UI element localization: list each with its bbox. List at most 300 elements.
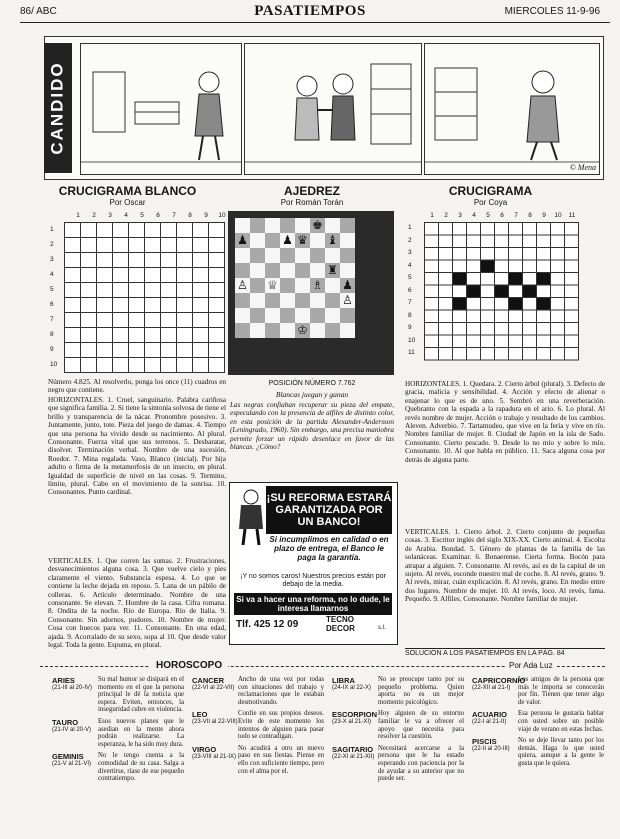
chess-square[interactable]: ♔ [295,323,310,338]
chess-square[interactable] [325,218,340,233]
crossword-cell[interactable] [481,248,495,261]
sign-forecast: Confie en sus propios deseos. Evite de este momento los intentos de alguien para pasar todo se contradigan. [238,710,324,741]
crossword-cell[interactable] [161,253,177,268]
crossword-cell[interactable] [161,223,177,238]
crossword-cell[interactable] [129,298,145,313]
crossword-cell[interactable] [495,310,509,323]
chess-square[interactable] [310,248,325,263]
crossword-cell[interactable] [113,298,129,313]
chess-square[interactable] [340,218,355,233]
chess-square[interactable] [250,263,265,278]
crossword-cell[interactable] [439,273,453,286]
crossword-cell[interactable] [439,248,453,261]
crossword-cell[interactable] [113,343,129,358]
crossword-cell[interactable] [565,323,579,336]
ad-phone[interactable]: Tlf. 425 12 09 [236,619,299,630]
crossword-cell[interactable] [565,223,579,236]
crossword-cell[interactable] [453,223,467,236]
crossword-cell[interactable] [193,298,209,313]
crossword-cell[interactable] [65,253,81,268]
chess-square[interactable] [250,323,265,338]
crossword-cell[interactable] [177,343,193,358]
crossword-cell[interactable] [177,283,193,298]
crossword-cell[interactable] [439,335,453,348]
crossword-cell[interactable] [565,298,579,311]
crossword-cell[interactable] [113,283,129,298]
crossword-cell[interactable] [113,238,129,253]
chess-square[interactable] [250,218,265,233]
crossword-cell[interactable] [81,268,97,283]
crossword-cell[interactable] [565,248,579,261]
chess-square[interactable] [250,233,265,248]
crossword-cell[interactable] [453,323,467,336]
crossword-cell[interactable] [453,273,467,286]
crossword-cell[interactable] [193,238,209,253]
chess-square[interactable] [340,233,355,248]
crossword-cell[interactable] [565,348,579,361]
crucigrama-blanco-horizontales: HORIZONTALES. 1. Cruel, sanguinario. Palabra cariñosa que significa familia. 2. Si tiene la sintonía solvosa de tiene el brillo y transparencia de la nácar. Pronombre posesivo. 3. Juntamente, junto, tote. Pieza del juego de damas. 4. Tiempo que una persona ha vivido desde su nacimiento. Al plural. Consonante. Fuerza vital que sus terrenos. 5. Desbaratar, disolver. Terminación verbal. Nombre de una sucesión, Roedor. 7. Mina regalada. Vaso, Blanco (inicial). Por hija adulto o firma de la metamorfosis de un insecto, en plural. Igualdad de superficie de nivel en las cosas. 9. Termino, límite, plural. Cabo en el movimiento de la sonrisa. 10. Consonantes. Punto cardinal. [48,396,226,497]
crossword-cell[interactable] [161,328,177,343]
chess-square[interactable] [250,308,265,323]
crossword-cell[interactable] [481,348,495,361]
crossword-cell[interactable] [65,223,81,238]
crossword-cell[interactable] [537,348,551,361]
crossword-cell[interactable] [425,285,439,298]
crossword-cell[interactable] [537,335,551,348]
crossword-cell[interactable] [537,235,551,248]
crossword-cell[interactable] [161,298,177,313]
chess-square[interactable] [250,278,265,293]
crossword-cell[interactable] [467,323,481,336]
chess-square[interactable] [280,293,295,308]
crossword-cell[interactable] [161,358,177,373]
crossword-cell[interactable] [113,268,129,283]
crossword-cell[interactable] [523,273,537,286]
crossword-cell[interactable] [551,248,565,261]
chess-square[interactable] [265,233,280,248]
crossword-cell[interactable] [551,310,565,323]
crossword-cell[interactable] [551,235,565,248]
crossword-cell[interactable] [439,223,453,236]
chess-square[interactable] [325,248,340,263]
crossword-cell[interactable] [453,235,467,248]
crossword-cell[interactable] [81,253,97,268]
crossword-cell[interactable] [537,310,551,323]
crossword-cell[interactable] [565,335,579,348]
chess-square[interactable]: ♙ [340,293,355,308]
crossword-cell[interactable] [145,328,161,343]
crossword-cell[interactable] [509,310,523,323]
crossword-cell[interactable] [509,298,523,311]
crossword-cell[interactable] [161,268,177,283]
crossword-cell[interactable] [495,235,509,248]
crossword-cell[interactable] [209,343,225,358]
crossword-cell[interactable] [65,283,81,298]
crossword-cell[interactable] [81,343,97,358]
crossword-cell[interactable] [467,310,481,323]
chess-square[interactable] [280,263,295,278]
crossword-cell[interactable] [209,268,225,283]
crossword-cell[interactable] [439,310,453,323]
crossword-cell[interactable] [209,223,225,238]
chess-square[interactable]: ♟ [280,233,295,248]
crossword-cell[interactable] [551,298,565,311]
crossword-cell[interactable] [97,358,113,373]
chess-square[interactable] [265,248,280,263]
crossword-cell[interactable] [129,268,145,283]
crossword-cell[interactable] [439,285,453,298]
crossword-cell[interactable] [145,268,161,283]
crossword-cell[interactable] [551,223,565,236]
crossword-cell[interactable] [177,313,193,328]
crossword-cell[interactable] [453,260,467,273]
crossword-cell[interactable] [481,273,495,286]
chess-square[interactable] [340,248,355,263]
crossword-cell[interactable] [65,268,81,283]
crossword-cell[interactable] [81,223,97,238]
crossword-cell[interactable] [425,273,439,286]
crossword-cell[interactable] [481,235,495,248]
chess-square[interactable] [235,248,250,263]
crossword-cell[interactable] [481,323,495,336]
crossword-cell[interactable] [537,285,551,298]
chess-square[interactable] [235,263,250,278]
crossword-cell[interactable] [425,335,439,348]
crossword-cell[interactable] [129,328,145,343]
crossword-cell[interactable] [129,238,145,253]
crossword-cell[interactable] [193,268,209,283]
chess-square[interactable] [280,323,295,338]
chess-square[interactable] [295,263,310,278]
chess-square[interactable]: ♟ [235,233,250,248]
crossword-cell[interactable] [161,343,177,358]
crossword-cell[interactable] [439,260,453,273]
crossword-cell[interactable] [193,343,209,358]
chess-square[interactable] [280,278,295,293]
crossword-cell[interactable] [145,358,161,373]
crossword-cell[interactable] [81,283,97,298]
chess-square[interactable] [235,323,250,338]
crossword-cell[interactable] [65,343,81,358]
crossword-cell[interactable] [97,343,113,358]
crossword-cell[interactable] [193,328,209,343]
crossword-cell[interactable] [177,223,193,238]
crossword-cell[interactable] [509,223,523,236]
crossword-cell[interactable] [481,223,495,236]
chess-square[interactable]: ♗ [310,278,325,293]
crossword-cell[interactable] [129,283,145,298]
crossword-cell[interactable] [509,235,523,248]
crossword-cell[interactable] [453,348,467,361]
chess-square[interactable]: ♜ [325,263,340,278]
crossword-cell[interactable] [495,298,509,311]
crossword-cell[interactable] [425,248,439,261]
crucigrama-grid[interactable] [424,222,580,361]
crossword-cell[interactable] [565,260,579,273]
sign-name: CAPRICORNIO [472,676,526,685]
crossword-cell[interactable] [425,298,439,311]
chessboard[interactable] [235,218,355,338]
chess-square[interactable] [280,248,295,263]
chess-square[interactable]: ♛ [295,233,310,248]
crossword-cell[interactable] [467,348,481,361]
crossword-cell[interactable] [453,248,467,261]
crossword-cell[interactable] [97,313,113,328]
crossword-cell[interactable] [523,310,537,323]
chess-square[interactable] [325,293,340,308]
chess-square[interactable] [265,218,280,233]
crossword-cell[interactable] [209,283,225,298]
crossword-cell[interactable] [551,273,565,286]
crossword-cell[interactable] [565,235,579,248]
crossword-cell[interactable] [495,323,509,336]
chess-position-label: POSICIÓN NÚMERO 7.762 [268,380,356,387]
chess-square[interactable] [265,323,280,338]
horoscope-entry [332,676,464,706]
crossword-cell[interactable] [177,328,193,343]
crucigrama-blanco-note: Número 4.825. Al resolverlo, ponga los once (11) cuadros en negro que contiene. [48,378,226,395]
chess-square[interactable] [295,218,310,233]
chess-square[interactable] [310,263,325,278]
crossword-cell[interactable] [97,238,113,253]
crossword-cell[interactable] [495,285,509,298]
crossword-cell[interactable] [81,313,97,328]
crossword-cell[interactable] [209,358,225,373]
crossword-cell[interactable] [537,260,551,273]
sign-dates: (21-IV al 20-V) [52,726,92,733]
crossword-cell[interactable] [565,310,579,323]
crossword-cell[interactable] [145,298,161,313]
crossword-cell[interactable] [81,358,97,373]
crossword-cell[interactable] [523,260,537,273]
crossword-cell[interactable] [177,358,193,373]
crossword-cell[interactable] [481,260,495,273]
crossword-cell[interactable] [177,238,193,253]
crossword-cell[interactable] [467,285,481,298]
crossword-cell[interactable] [439,298,453,311]
solution-note: SOLUCIÓN A LOS PASATIEMPOS EN LA PÁG. 84 [405,648,605,657]
crossword-cell[interactable] [65,313,81,328]
chess-square[interactable] [250,293,265,308]
sign-dates: (22-XII al 21-I) [472,685,511,691]
crossword-cell[interactable] [113,253,129,268]
crossword-cell[interactable] [145,253,161,268]
crossword-cell[interactable] [481,335,495,348]
chess-square[interactable] [235,308,250,323]
crossword-cell[interactable] [509,348,523,361]
crossword-cell[interactable] [495,260,509,273]
crossword-cell[interactable] [537,248,551,261]
chess-square[interactable] [250,248,265,263]
chess-square[interactable] [325,278,340,293]
chess-square[interactable] [280,218,295,233]
crucigrama-blanco-grid[interactable] [64,222,225,373]
crossword-cell[interactable] [509,260,523,273]
chess-square[interactable] [310,308,325,323]
crossword-cell[interactable] [97,223,113,238]
crossword-cell[interactable] [145,223,161,238]
chess-square[interactable] [325,308,340,323]
chess-square[interactable] [325,323,340,338]
crossword-cell[interactable] [145,313,161,328]
crossword-cell[interactable] [209,298,225,313]
crossword-cell[interactable] [145,283,161,298]
crossword-cell[interactable] [209,313,225,328]
crossword-cell[interactable] [425,260,439,273]
crossword-cell[interactable] [495,335,509,348]
chess-square[interactable] [340,263,355,278]
crossword-cell[interactable] [509,323,523,336]
crossword-cell[interactable] [453,310,467,323]
crossword-cell[interactable] [467,298,481,311]
crossword-cell[interactable] [453,298,467,311]
crossword-cell[interactable] [97,328,113,343]
crossword-cell[interactable] [537,298,551,311]
crossword-cell[interactable] [193,283,209,298]
chess-square[interactable]: ♕ [265,278,280,293]
sign-dates: (23-VII al 22-VIII) [192,719,238,726]
crossword-cell[interactable] [523,285,537,298]
chess-square[interactable] [340,308,355,323]
crossword-cell[interactable] [551,323,565,336]
crossword-cell[interactable] [467,260,481,273]
chess-square[interactable] [295,278,310,293]
chess-square[interactable] [310,323,325,338]
crossword-cell[interactable] [509,248,523,261]
chess-square[interactable] [295,293,310,308]
chess-square[interactable]: ♚ [310,218,325,233]
crossword-cell[interactable] [523,223,537,236]
crossword-cell[interactable] [425,223,439,236]
crossword-cell[interactable] [481,285,495,298]
crossword-cell[interactable] [509,273,523,286]
crossword-cell[interactable] [439,348,453,361]
crossword-cell[interactable] [97,298,113,313]
crossword-cell[interactable] [425,348,439,361]
crossword-cell[interactable] [209,238,225,253]
crossword-cell[interactable] [161,238,177,253]
chess-square[interactable] [340,323,355,338]
crossword-cell[interactable] [65,238,81,253]
crossword-cell[interactable] [509,335,523,348]
crossword-cell[interactable] [425,323,439,336]
crossword-cell[interactable] [193,313,209,328]
crossword-cell[interactable] [65,298,81,313]
crossword-cell[interactable] [453,335,467,348]
crossword-cell[interactable] [495,223,509,236]
crossword-cell[interactable] [467,335,481,348]
crossword-cell[interactable] [523,323,537,336]
crossword-cell[interactable] [177,298,193,313]
crossword-cell[interactable] [467,235,481,248]
chess-square[interactable]: ♙ [235,278,250,293]
crossword-cell[interactable] [129,313,145,328]
crossword-cell[interactable] [65,358,81,373]
crossword-cell[interactable] [97,283,113,298]
crossword-cell[interactable] [193,223,209,238]
crossword-cell[interactable] [161,313,177,328]
crossword-cell[interactable] [467,223,481,236]
crossword-cell[interactable] [193,358,209,373]
crossword-cell[interactable] [481,310,495,323]
crossword-cell[interactable] [537,323,551,336]
crossword-cell[interactable] [129,343,145,358]
crossword-cell[interactable] [113,223,129,238]
chess-square[interactable] [265,263,280,278]
crossword-cell[interactable] [113,313,129,328]
crossword-cell[interactable] [509,285,523,298]
crossword-cell[interactable] [81,298,97,313]
crossword-cell[interactable] [425,235,439,248]
crossword-cell[interactable] [129,223,145,238]
crossword-cell[interactable] [481,298,495,311]
crossword-cell[interactable] [145,238,161,253]
crossword-cell[interactable] [209,328,225,343]
crossword-cell[interactable] [129,253,145,268]
chess-square[interactable] [310,293,325,308]
crossword-cell[interactable] [113,358,129,373]
crossword-cell[interactable] [177,253,193,268]
crossword-cell[interactable] [439,323,453,336]
chess-square[interactable] [280,308,295,323]
crossword-cell[interactable] [523,335,537,348]
crossword-cell[interactable] [193,253,209,268]
crossword-cell[interactable] [495,348,509,361]
chess-square[interactable] [265,308,280,323]
chess-square[interactable] [235,218,250,233]
crossword-cell[interactable] [453,285,467,298]
chess-square[interactable] [295,248,310,263]
crossword-cell[interactable] [523,298,537,311]
sign-name: ACUARIO [472,710,507,720]
crossword-cell[interactable] [209,253,225,268]
crossword-cell[interactable] [467,273,481,286]
crossword-cell[interactable] [425,310,439,323]
crossword-cell[interactable] [97,268,113,283]
crossword-cell[interactable] [467,248,481,261]
crossword-cell[interactable] [439,235,453,248]
crossword-cell[interactable] [129,358,145,373]
crossword-cell[interactable] [537,223,551,236]
crossword-cell[interactable] [565,285,579,298]
chess-square[interactable]: ♟ [340,278,355,293]
crossword-cell[interactable] [97,253,113,268]
crossword-cell[interactable] [177,268,193,283]
crossword-cell[interactable] [161,283,177,298]
crossword-cell[interactable] [495,248,509,261]
crossword-cell[interactable] [565,273,579,286]
crossword-cell[interactable] [523,248,537,261]
crossword-cell[interactable] [81,238,97,253]
crossword-cell[interactable] [551,260,565,273]
crossword-cell[interactable] [81,328,97,343]
chess-square[interactable] [265,293,280,308]
crossword-cell[interactable] [523,235,537,248]
chess-square[interactable] [295,308,310,323]
crossword-cell[interactable] [495,273,509,286]
chess-square[interactable]: ♝ [325,233,340,248]
crossword-cell[interactable] [113,328,129,343]
crossword-cell[interactable] [551,285,565,298]
crossword-cell[interactable] [537,273,551,286]
crossword-cell[interactable] [551,348,565,361]
chess-square[interactable] [235,293,250,308]
chess-square[interactable] [310,233,325,248]
crossword-cell[interactable] [551,335,565,348]
crossword-cell[interactable] [65,328,81,343]
crossword-cell[interactable] [145,343,161,358]
crossword-cell[interactable] [523,348,537,361]
